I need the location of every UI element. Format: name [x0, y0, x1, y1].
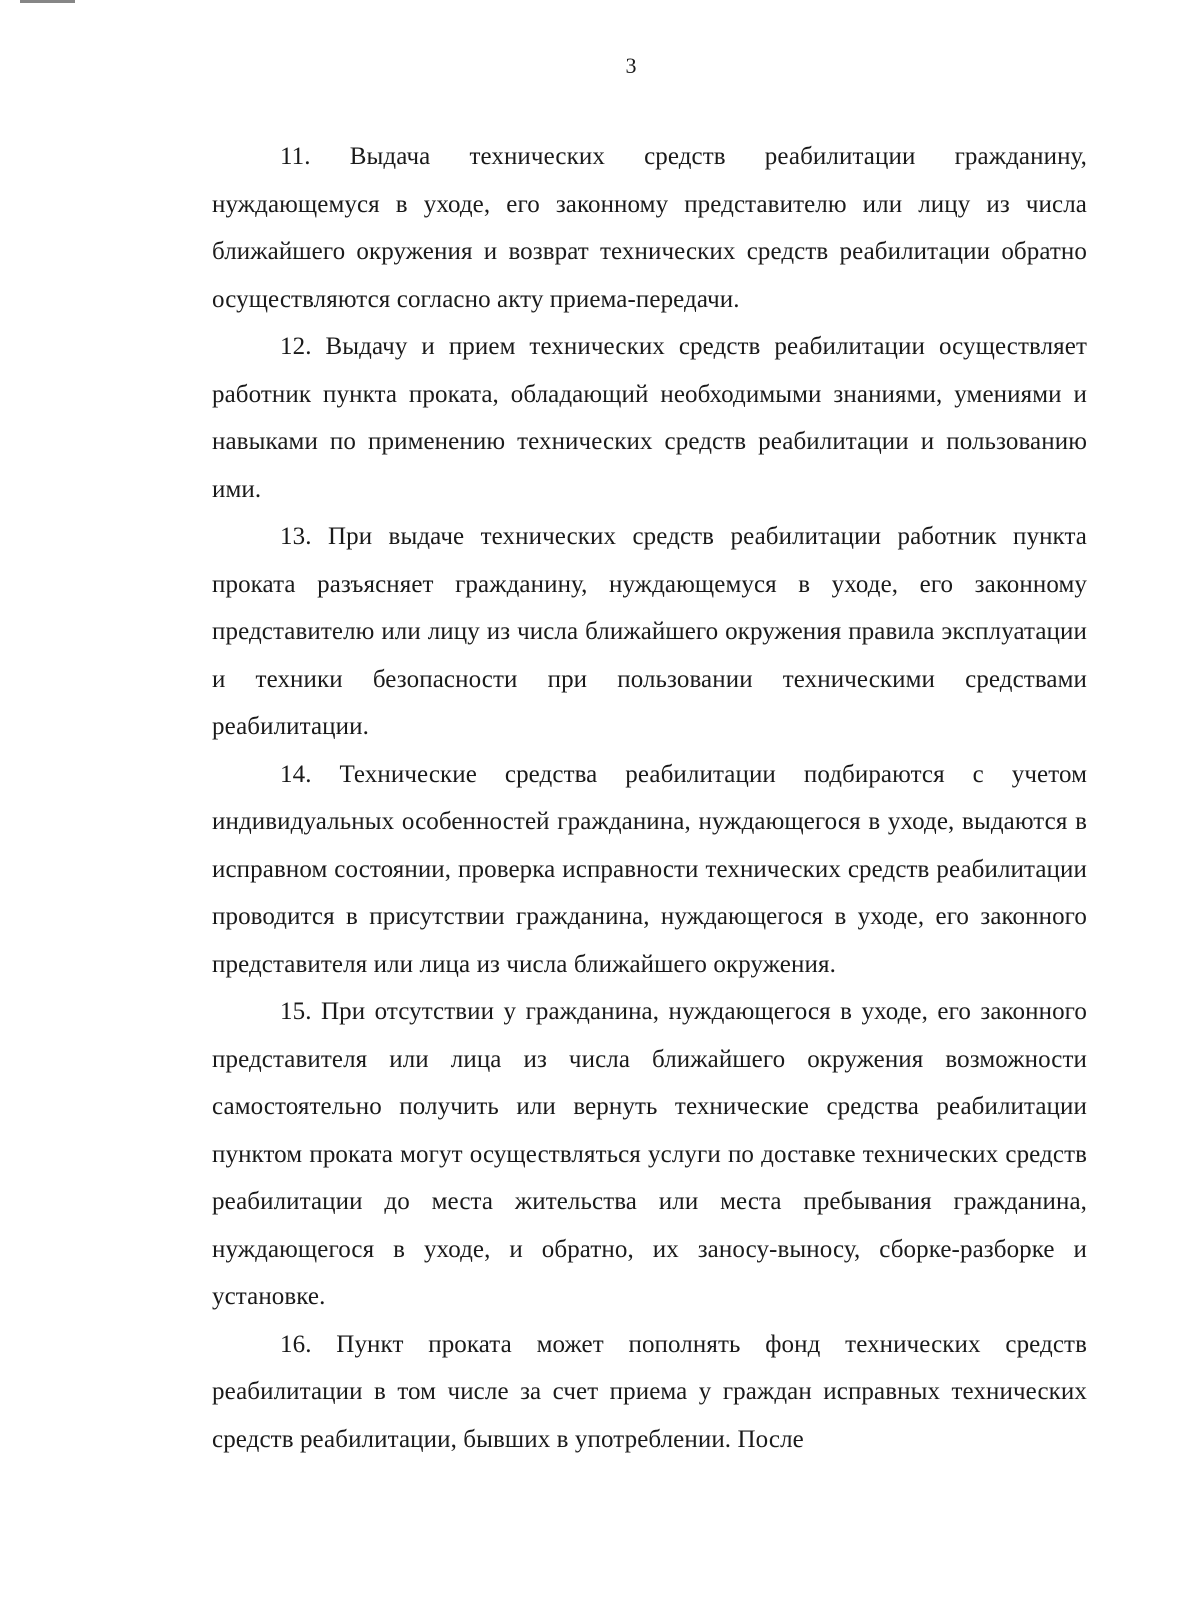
paragraph-11: 11. Выдача технических средств реабилитации гражданину, нуждающемуся в уходе, его законному представителю или лицу из числа ближайшего окружения и возврат технических средств реабилитации обратно осуществляются согласно акту приема-передачи.: [212, 143, 1087, 313]
paragraph-12: 12. Выдачу и прием технических средств реабилитации осуществляет работник пункта проката, обладающий необходимыми знаниями, умениями и навыками по применению технических средств реабилитации и пользованию ими.: [212, 333, 1087, 503]
scan-edge-mark: [20, 0, 75, 3]
paragraph-14: 14. Технические средства реабилитации подбираются с учетом индивидуальных особенностей гражданина, нуждающегося в уходе, выдаются в исправном состоянии, проверка исправности технических средств реабилитации проводится в присутствии гражданина, нуждающегося в уходе, его законного представителя или лица из числа ближайшего окружения.: [212, 760, 1087, 978]
document-body: [212, 133, 1087, 1463]
paragraph-15: 15. При отсутствии у гражданина, нуждающегося в уходе, его законного представителя или лица из числа ближайшего окружения возможности самостоятельно получить или вернуть технические средства реабилитации пунктом проката могут осуществляться услуги по доставке технических средств реабилитации до места жительства или места пребывания гражданина, нуждающегося в уходе, и обратно, их заносу-выносу, сборке-разборке и установке.: [212, 998, 1087, 1310]
page-number: 3: [625, 53, 637, 78]
paragraph-13: 13. При выдаче технических средств реабилитации работник пункта проката разъясняет гражданину, нуждающемуся в уходе, его законному представителю или лицу из числа ближайшего окружения правила эксплуатации и техники безопасности при пользовании техническими средствами реабилитации.: [212, 523, 1087, 740]
paragraph-16: 16. Пункт проката может пополнять фонд технических средств реабилитации в том числе за счет приема у граждан исправных технических средств реабилитации, бывших в употреблении. После: [212, 1330, 1087, 1453]
